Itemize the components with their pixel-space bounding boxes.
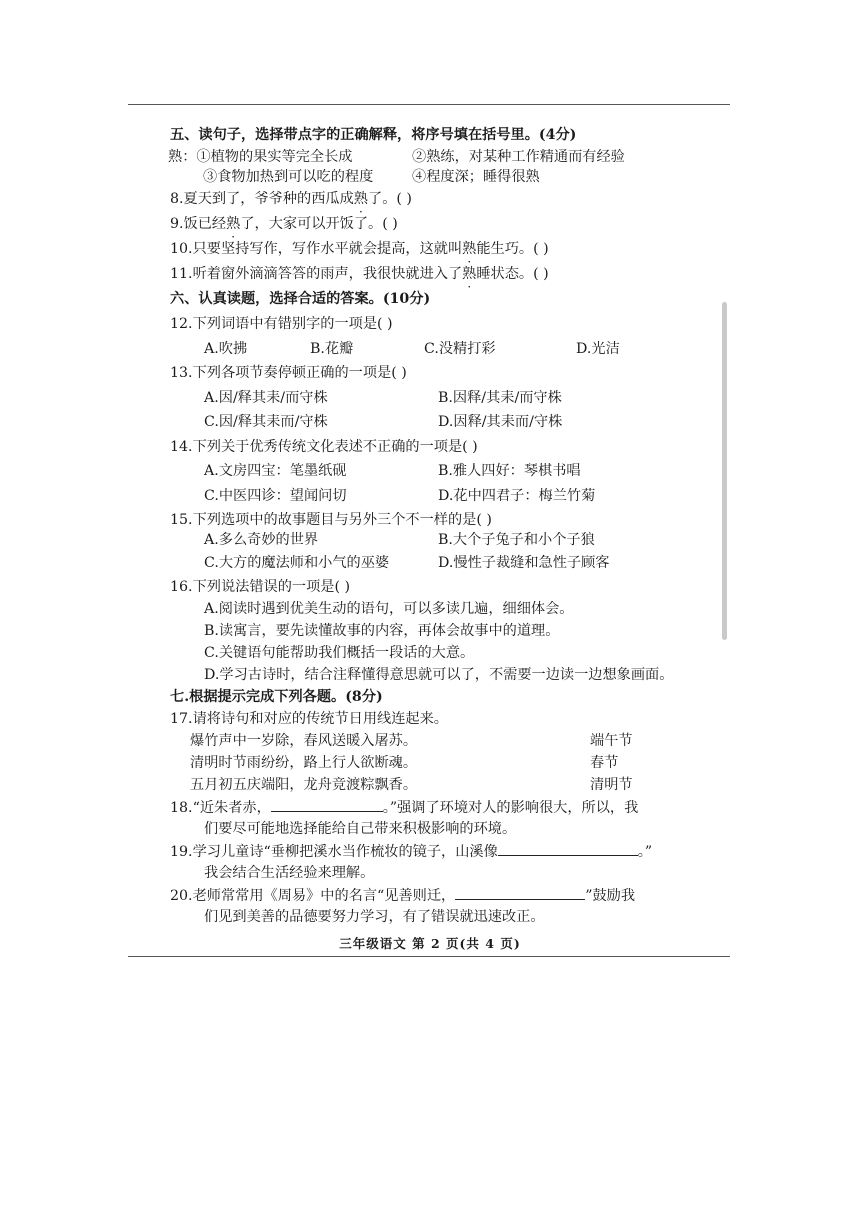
question-8: 8.夏天到了，爷爷种的西瓜成熟了。( ) [170,191,412,207]
question-14: 14.下列关于优秀传统文化表述不正确的一项是( ) [170,439,478,455]
q13-option-d: D.因释/其耒而/守株 [438,414,563,430]
poem-line-2: 清明时节雨纷纷，路上行人欲断魂。 [190,755,418,771]
question-19: 19.学习儿童诗“垂柳把溪水当作梳妆的镜子，山溪像 。” [170,844,653,860]
q16-option-d: D.学习古诗时，结合注释懂得意思就可以了，不需要一边读一边想象画面。 [204,667,674,683]
question-12: 12.下列词语中有错别字的一项是( ) [170,316,393,332]
section5-heading: 五、读句子，选择带点字的正确解释，将序号填在括号里。(4分) [170,127,577,143]
q16-option-a: A.阅读时遇到优美生动的语句，可以多读几遍，细细体会。 [204,601,574,617]
question-13: 13.下列各项节奏停顿正确的一项是( ) [170,365,407,381]
page-footer: 三年级语文 第 2 页(共 4 页) [339,936,521,951]
q13-option-c: C.因/释其耒而/守株 [204,414,328,430]
q15-option-c: C.大方的魔法师和小气的巫婆 [204,555,390,571]
question-17: 17.请将诗句和对应的传统节日用线连起来。 [170,711,448,727]
dotted-char: 熟 [462,266,477,282]
question-18-continued: 们要尽可能地选择能给自己带来积极影响的环境。 [204,821,517,837]
q12-option-b: B.花瓣 [310,341,354,357]
q12-option-d: D.光洁 [576,341,620,357]
scrollbar[interactable] [722,302,727,640]
q12-option-c: C.没精打彩 [424,341,496,357]
q14-option-c: C.中医四诊：望闻问切 [204,488,347,504]
q12-option-a: A.吹拂 [204,341,248,357]
definition-line-2b: ④程度深；睡得很熟 [412,169,540,185]
q15-option-d: D.慢性子裁缝和急性子顾客 [438,555,610,571]
festival-1: 端午节 [590,733,633,749]
question-10: 10.只要坚持写作，写作水平就会提高，这就叫熟能生巧。( ) [170,241,549,257]
q15-option-b: B.大个子兔子和小个子狼 [438,532,595,548]
answer-blank[interactable] [498,842,638,856]
definition-line-2a: ③食物加热到可以吃的程度 [203,169,374,185]
definition-line-1b: ②熟练，对某种工作精通而有经验 [412,149,625,165]
bottom-rule [128,956,730,957]
question-19-continued: 我会结合生活经验来理解。 [204,865,375,881]
section6-heading: 六、认真读题，选择合适的答案。(10分) [170,291,431,307]
answer-blank[interactable] [271,798,383,812]
q13-option-b: B.因释/其耒/而守株 [438,390,562,406]
poem-line-3: 五月初五庆端阳，龙舟竞渡粽飘香。 [190,777,418,793]
q14-option-b: B.雅人四好：琴棋书唱 [438,463,581,479]
q14-option-d: D.花中四君子：梅兰竹菊 [438,488,596,504]
q13-option-a: A.因/释其耒/而守株 [204,390,328,406]
question-18: 18.“近朱者赤， 。”强调了环境对人的影响很大，所以，我 [170,800,639,816]
poem-line-1: 爆竹声中一岁除，春风送暖入屠苏。 [190,733,418,749]
festival-3: 清明节 [590,777,633,793]
q15-option-a: A.多么奇妙的世界 [204,532,319,548]
section7-heading: 七.根据提示完成下列各题。(8分) [170,689,383,705]
question-16: 16.下列说法错误的一项是( ) [170,579,351,595]
festival-2: 春节 [590,755,619,771]
question-11: 11.听着窗外滴滴答答的雨声，我很快就进入了熟睡状态。( ) [170,266,549,282]
top-rule [128,104,730,105]
question-15: 15.下列选项中的故事题目与另外三个不一样的是( ) [170,512,492,528]
definition-line-1a: 熟：①植物的果实等完全长成 [168,149,353,165]
q16-option-b: B.读寓言，要先读懂故事的内容，再体会故事中的道理。 [204,623,560,639]
question-20: 20.老师常常用《周易》中的名言“见善则迁， ”鼓励我 [170,888,636,904]
question-20-continued: 们见到美善的品德要努力学习，有了错误就迅速改正。 [204,909,545,925]
dotted-char: 熟 [226,216,241,232]
q16-option-c: C.关键语句能帮助我们概括一段话的大意。 [204,645,475,661]
dotted-char: 熟 [462,241,477,257]
question-9: 9.饭已经熟了，大家可以开饭了。( ) [170,216,398,232]
answer-blank[interactable] [455,886,585,900]
q14-option-a: A.文房四宝：笔墨纸砚 [204,463,347,479]
dotted-char: 熟 [353,191,368,207]
